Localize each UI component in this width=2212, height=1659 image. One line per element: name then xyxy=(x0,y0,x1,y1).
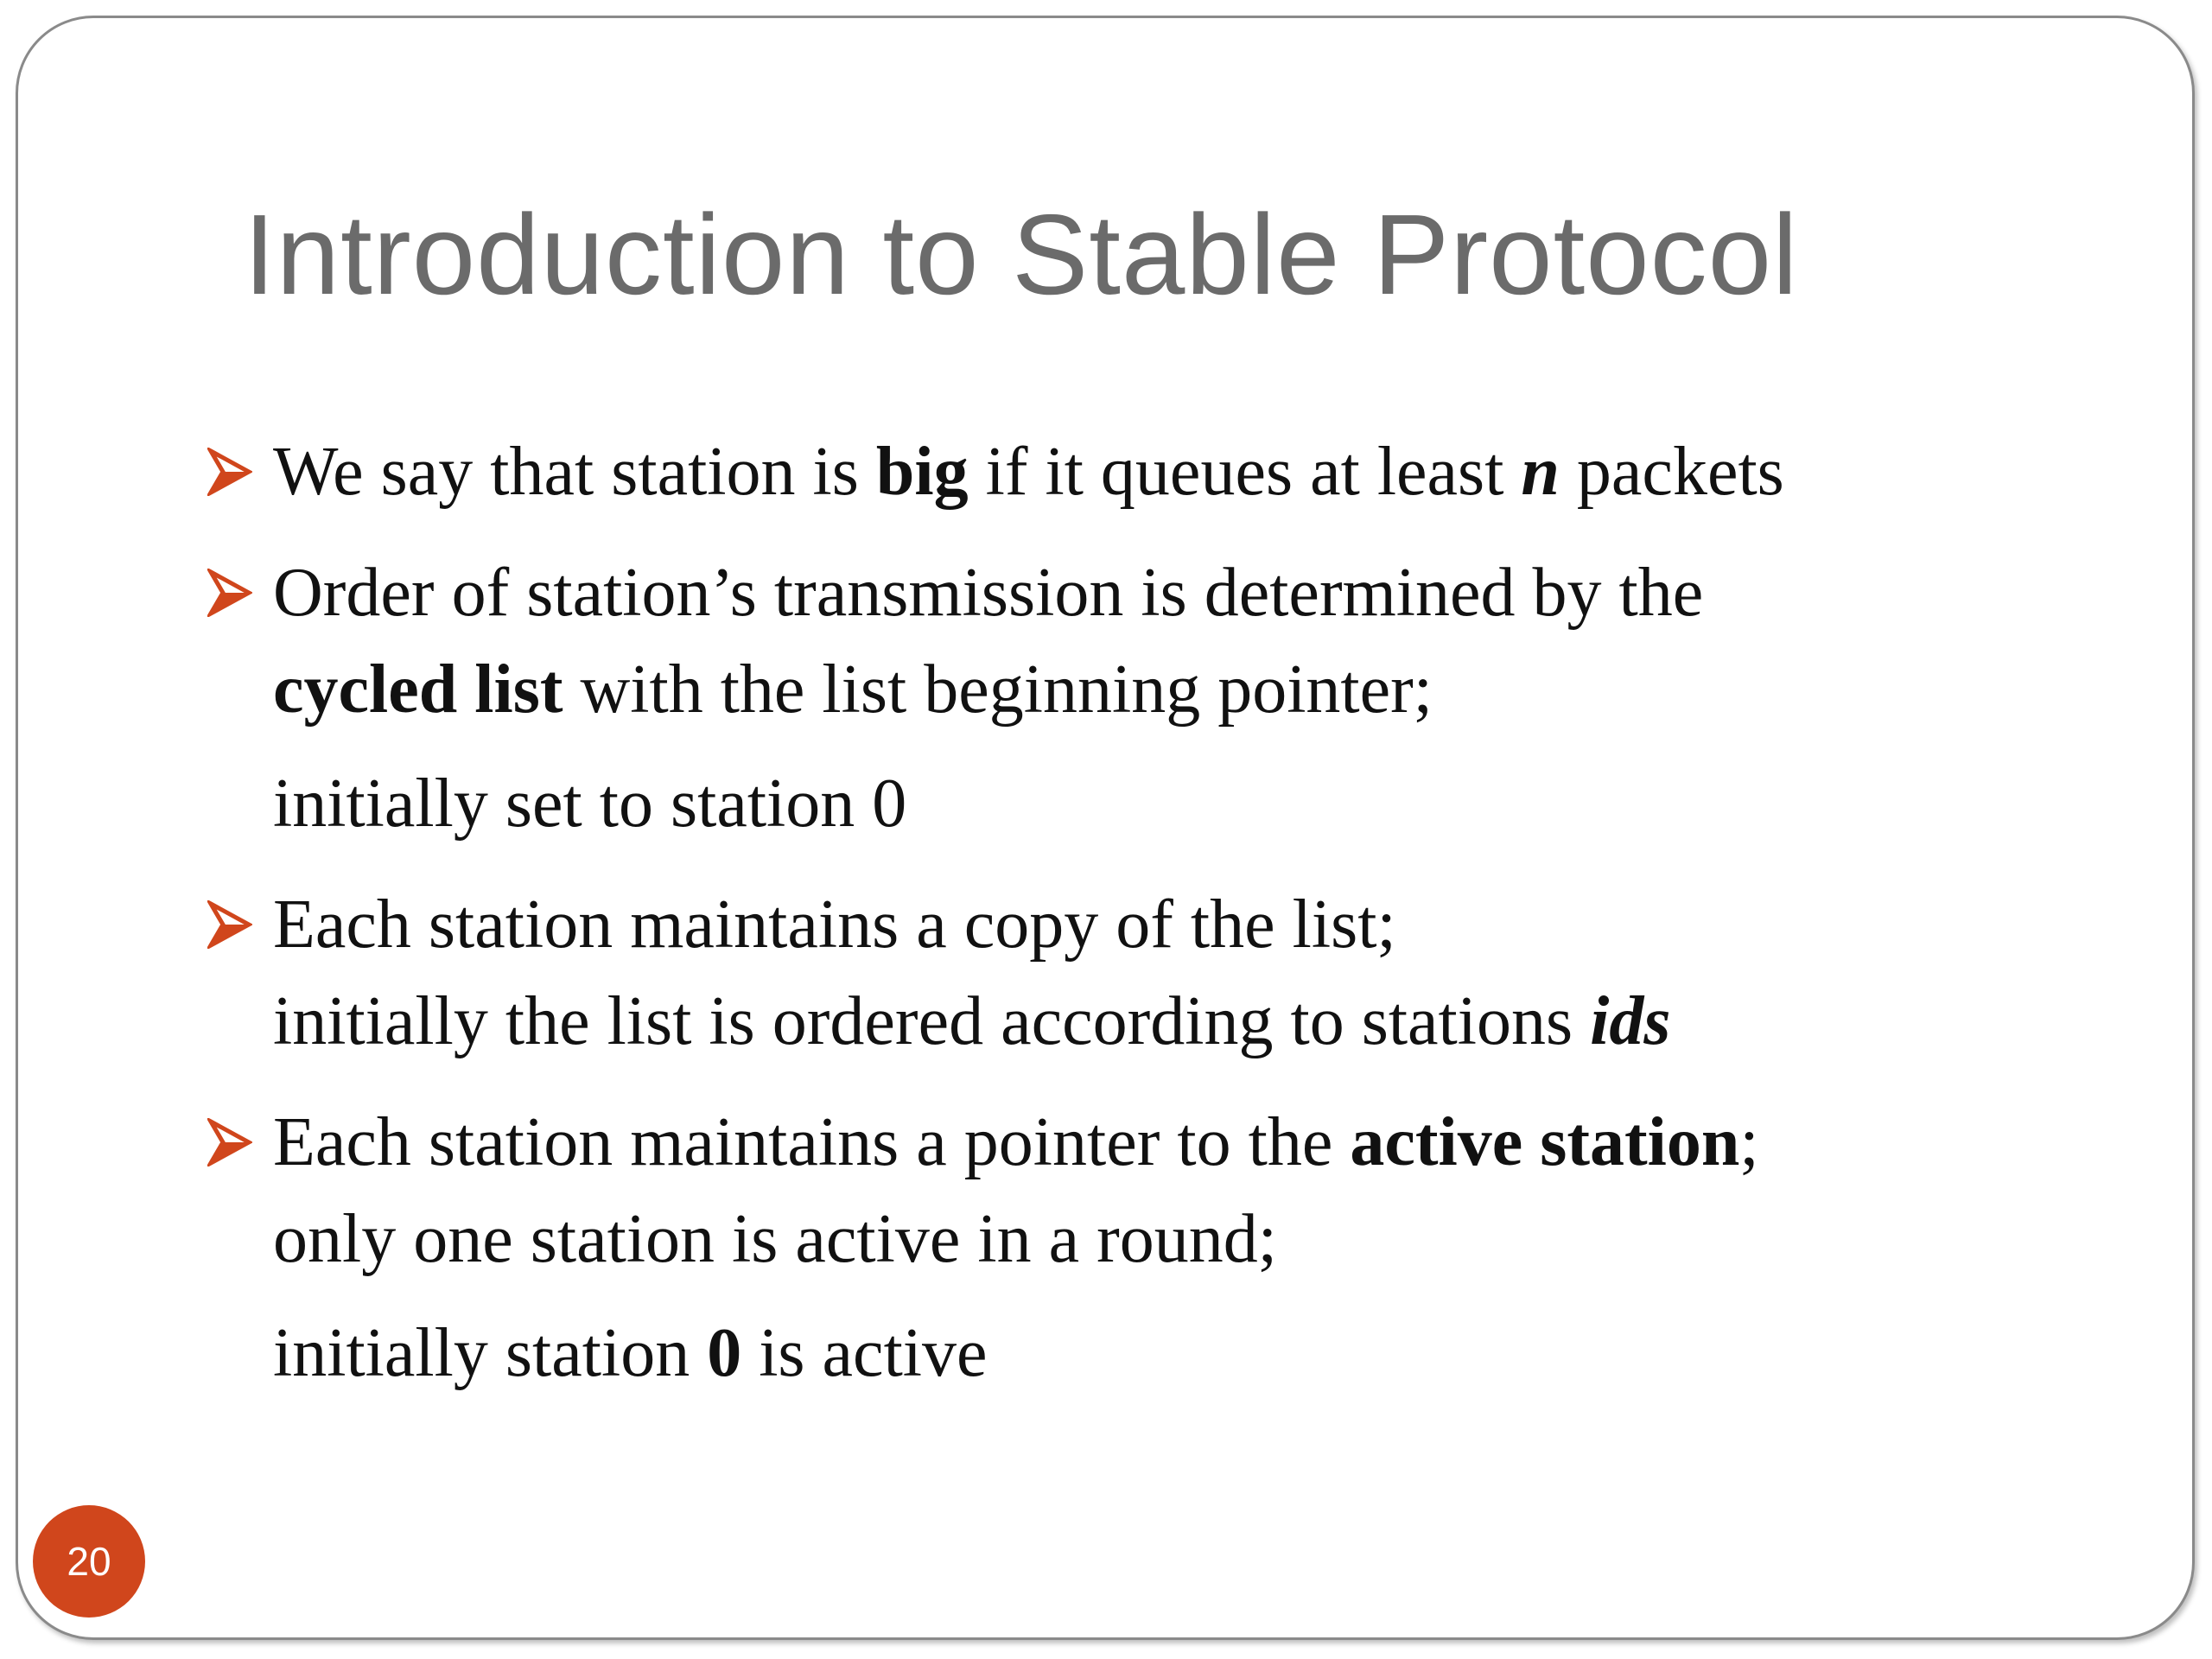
bullet-line xyxy=(207,423,2065,520)
bullet-text: packets xyxy=(1559,434,1784,510)
bullet-item xyxy=(207,423,2065,520)
bullet-item xyxy=(207,1094,2065,1402)
bullet-item xyxy=(207,544,2065,852)
bullet-text: Each station maintains a copy of the list; xyxy=(273,887,1396,963)
bullet-text: initially the list is ordered according to stations xyxy=(273,983,1591,1059)
bullet-text: only one station is active in a round; xyxy=(273,1201,1277,1277)
bullet-list xyxy=(207,423,2065,1426)
arrowhead-bullet-icon xyxy=(207,569,252,617)
bullet-text: Each station maintains a pointer to the xyxy=(273,1104,1351,1180)
bullet-text: Order of station’s transmission is determined by the xyxy=(273,555,1704,631)
bullet-line xyxy=(207,755,2065,852)
bullet-text: initially station xyxy=(273,1315,708,1391)
bullet-text: ids xyxy=(1590,983,1671,1059)
bullet-line xyxy=(207,544,2065,641)
page-number-badge: 20 xyxy=(33,1505,145,1618)
bullet-line xyxy=(207,1191,2065,1287)
bullet-line xyxy=(207,1305,2065,1402)
bullet-text: active station xyxy=(1350,1104,1740,1180)
arrowhead-bullet-icon xyxy=(207,448,252,496)
bullet-line xyxy=(207,641,2065,738)
arrowhead-bullet-icon xyxy=(207,1118,252,1166)
bullet-item xyxy=(207,876,2065,1070)
bullet-text: cycled list xyxy=(273,652,563,728)
bullet-line xyxy=(207,876,2065,973)
slide-title: Introduction to Stable Protocol xyxy=(244,191,1799,318)
bullet-line xyxy=(207,1094,2065,1191)
arrowhead-bullet-icon xyxy=(207,900,252,949)
bullet-text: 0 xyxy=(707,1315,742,1391)
bullet-line xyxy=(207,973,2065,1070)
bullet-text: initially set to station 0 xyxy=(273,766,907,842)
bullet-text: if it queues at least xyxy=(968,434,1522,510)
bullet-text: n xyxy=(1521,434,1560,510)
bullet-text: with the list beginning pointer; xyxy=(563,652,1433,728)
bullet-text: ; xyxy=(1739,1104,1759,1180)
bullet-text: big xyxy=(875,434,969,510)
bullet-text: We say that station is xyxy=(273,434,876,510)
bullet-text: is active xyxy=(741,1315,988,1391)
